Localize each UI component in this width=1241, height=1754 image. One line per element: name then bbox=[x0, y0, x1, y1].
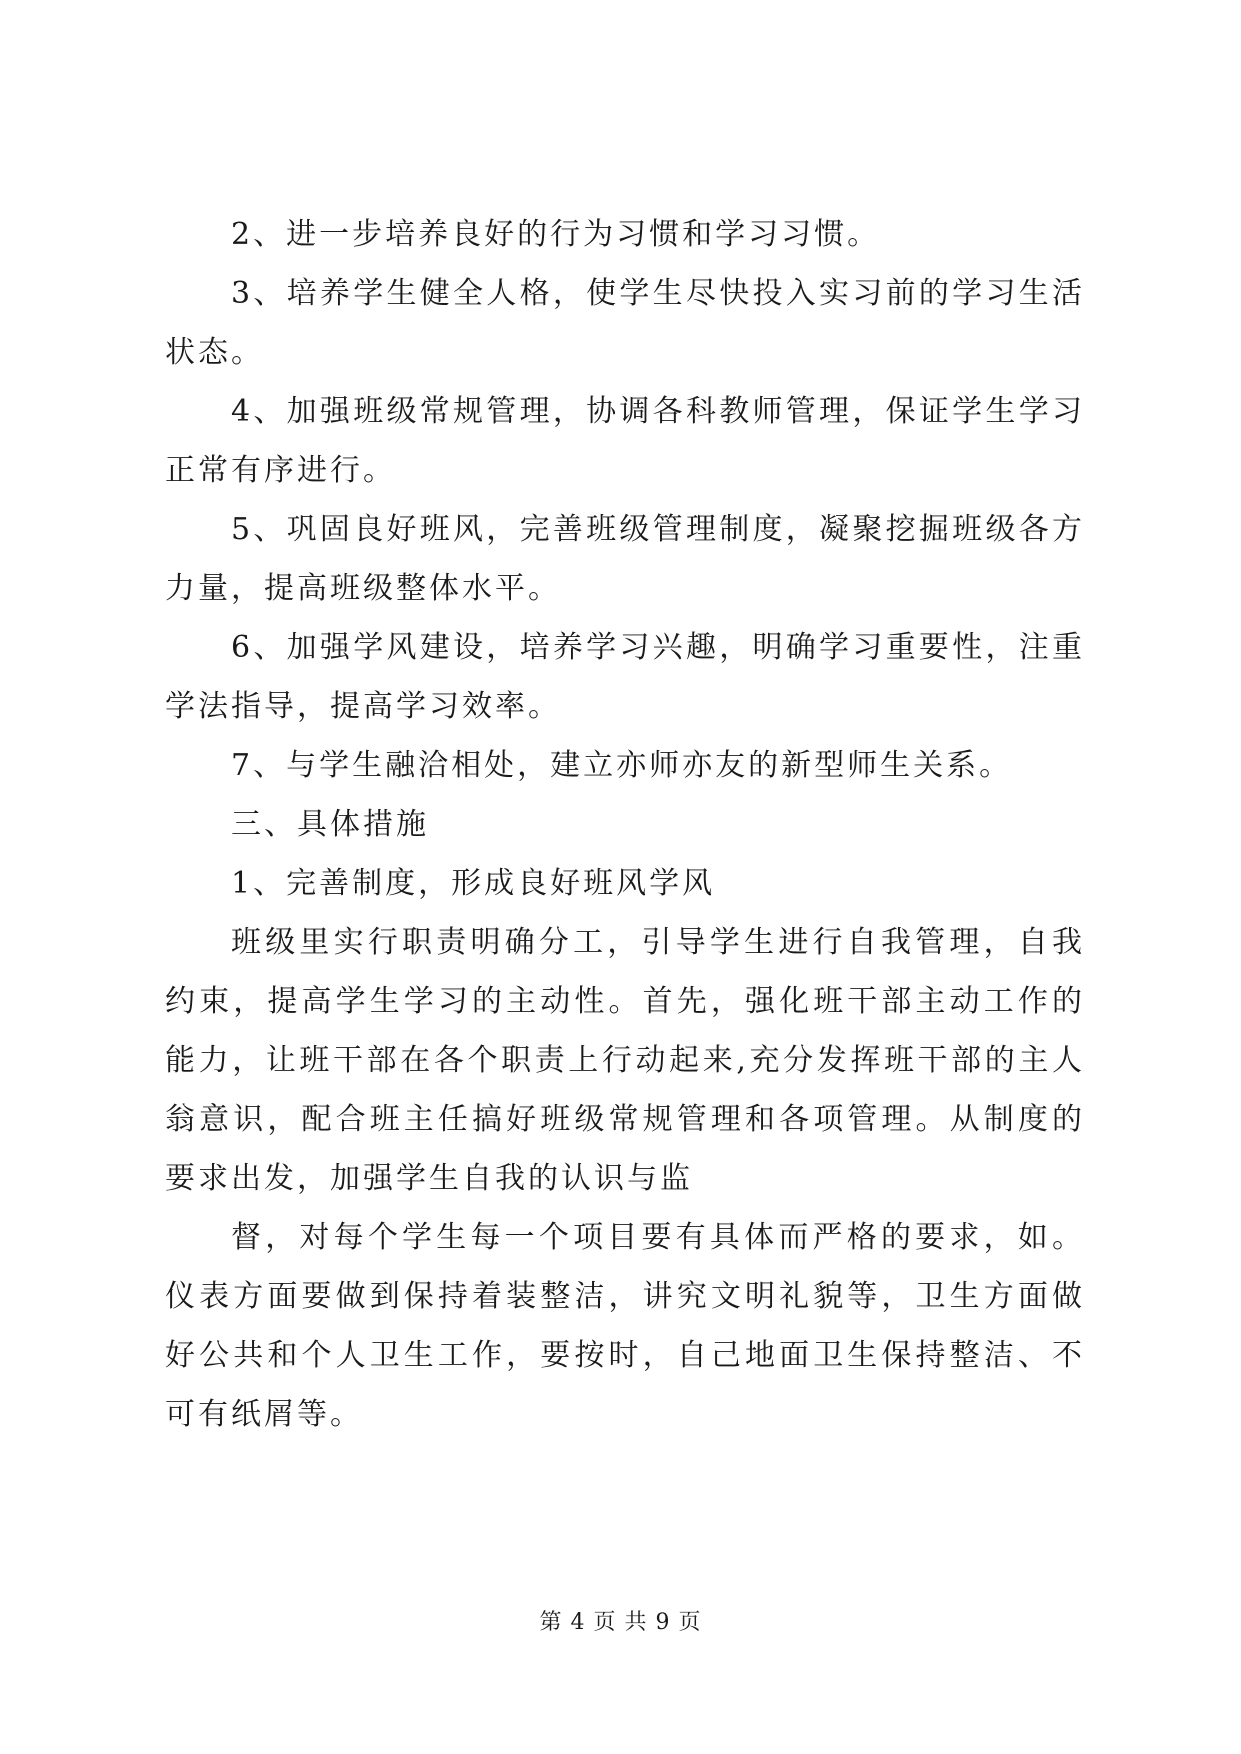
paragraph-goal-5: 5、巩固良好班风，完善班级管理制度，凝聚挖掘班级各方力量，提高班级整体水平。 bbox=[165, 512, 1085, 606]
subheading-measure-1: 1、完善制度，形成良好班风学风 bbox=[231, 866, 716, 901]
document-body bbox=[165, 205, 1085, 1444]
paragraph-measure-body-2: 督，对每个学生每一个项目要有具体而严格的要求，如。仪表方面要做到保持着装整洁，讲究文明礼貌等，卫生方面做好公共和个人卫生工作，要按时，自己地面卫生保持整洁、不可有纸屑等。 bbox=[165, 1220, 1085, 1432]
page-number-footer: 第 4 页 共 9 页 bbox=[539, 1610, 702, 1635]
paragraph-goal-6: 6、加强学风建设，培养学习兴趣，明确学习重要性，注重学法指导，提高学习效率。 bbox=[165, 630, 1085, 724]
paragraph-goal-2: 2、进一步培养良好的行为习惯和学习习惯。 bbox=[231, 217, 881, 252]
paragraph-goal-3: 3、培养学生健全人格，使学生尽快投入实习前的学习生活状态。 bbox=[165, 276, 1085, 370]
paragraph-goal-7: 7、与学生融洽相处，建立亦师亦友的新型师生关系。 bbox=[231, 748, 1013, 783]
paragraph-goal-4: 4、加强班级常规管理，协调各科教师管理，保证学生学习正常有序进行。 bbox=[165, 394, 1085, 488]
section-heading-measures: 三、具体措施 bbox=[231, 807, 429, 842]
paragraph-measure-body-1: 班级里实行职责明确分工，引导学生进行自我管理，自我约束，提高学生学习的主动性。首先，强化班干部主动工作的能力，让班干部在各个职责上行动起来,充分发挥班干部的主人翁意识，配合班主任搞好班级常规管理和各项管理。从制度的要求出发，加强学生自我的认识与监 bbox=[165, 925, 1085, 1196]
